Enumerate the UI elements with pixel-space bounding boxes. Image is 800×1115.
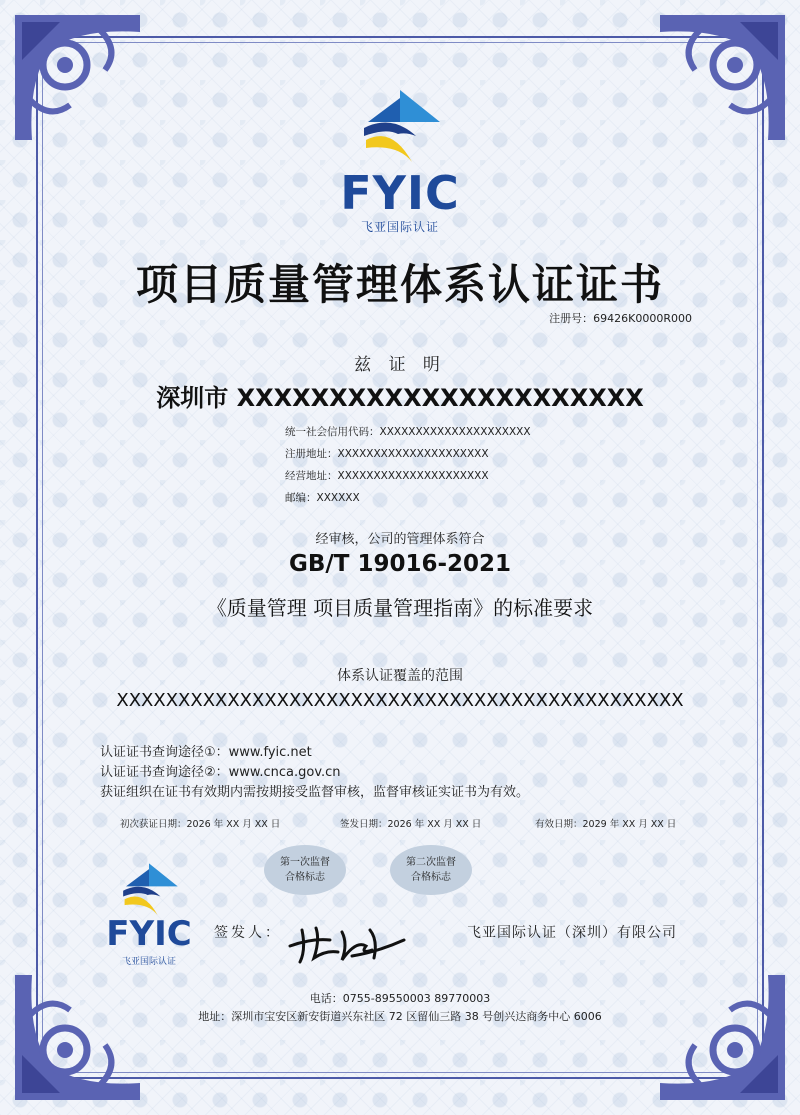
certificate-title: 项目质量管理体系认证证书: [135, 260, 664, 309]
registration-number: 注册号：69426K0000R000: [549, 312, 692, 325]
standard-name: 《质量管理 项目质量管理指南》的标准要求: [206, 596, 594, 620]
contact-phone: 电话：0755-89550003 89770003: [309, 992, 491, 1005]
scope-text: XXXXXXXXXXXXXXXXXXXXXXXXXXXXXXXXXXXXXXXXXXXXXX: [116, 690, 684, 711]
fyic-logo-mark-icon: [118, 862, 180, 918]
seal-line: 合格标志: [411, 872, 451, 883]
logo-wordmark: FYIC: [106, 914, 192, 954]
second-surveillance-seal: [390, 845, 472, 895]
signature-icon: [282, 910, 412, 970]
logo-subtitle: 飞亚国际认证: [121, 957, 176, 967]
hereby-certify: 兹 证 明: [354, 355, 446, 375]
query-route-1: 认证证书查询途径①：www.fyic.net: [100, 745, 312, 760]
seal-line: 第一次监督: [280, 857, 330, 868]
company-name: 深圳市 XXXXXXXXXXXXXXXXXXXXXX: [156, 384, 644, 412]
corner-ornament-icon: [10, 10, 145, 145]
corner-ornament-icon: [655, 10, 790, 145]
conformity-statement: 经审核，公司的管理体系符合: [315, 532, 485, 547]
issuer-label: 签发人：: [214, 925, 282, 941]
seal-line: 第二次监督: [406, 857, 456, 868]
issuing-organization: 飞亚国际认证（深圳）有限公司: [467, 925, 677, 941]
contact-address: 地址：深圳市宝安区新安街道兴东社区 72 区留仙三路 38 号创兴达商务中心 6006: [198, 1010, 602, 1023]
fyic-logo-mark-icon: [358, 88, 442, 166]
seal-line: 合格标志: [285, 872, 325, 883]
fyic-logo-small: [104, 862, 194, 967]
logo-wordmark: FYIC: [340, 166, 460, 220]
postcode: 邮编：XXXXXX: [285, 492, 360, 504]
standard-code: GB/T 19016-2021: [288, 551, 512, 577]
query-route-2: 认证证书查询途径②：www.cnca.gov.cn: [100, 765, 341, 780]
first-issue-date: 初次获证日期：2026 年 XX 月 XX 日: [120, 819, 281, 830]
registered-address: 注册地址：XXXXXXXXXXXXXXXXXXXXX: [285, 448, 489, 460]
fyic-logo: [340, 88, 460, 238]
logo-subtitle: 飞亚国际认证: [360, 220, 439, 234]
validity-note: 获证组织在证书有效期内需按期接受监督审核，监督审核证实证书为有效。: [100, 785, 530, 800]
issue-date: 签发日期：2026 年 XX 月 XX 日: [340, 819, 482, 830]
valid-until-date: 有效日期：2029 年 XX 月 XX 日: [535, 819, 677, 830]
credit-code: 统一社会信用代码：XXXXXXXXXXXXXXXXXXXXX: [285, 426, 531, 438]
first-surveillance-seal: [264, 845, 346, 895]
business-address: 经营地址：XXXXXXXXXXXXXXXXXXXXX: [285, 470, 489, 482]
scope-label: 体系认证覆盖的范围: [337, 668, 463, 684]
